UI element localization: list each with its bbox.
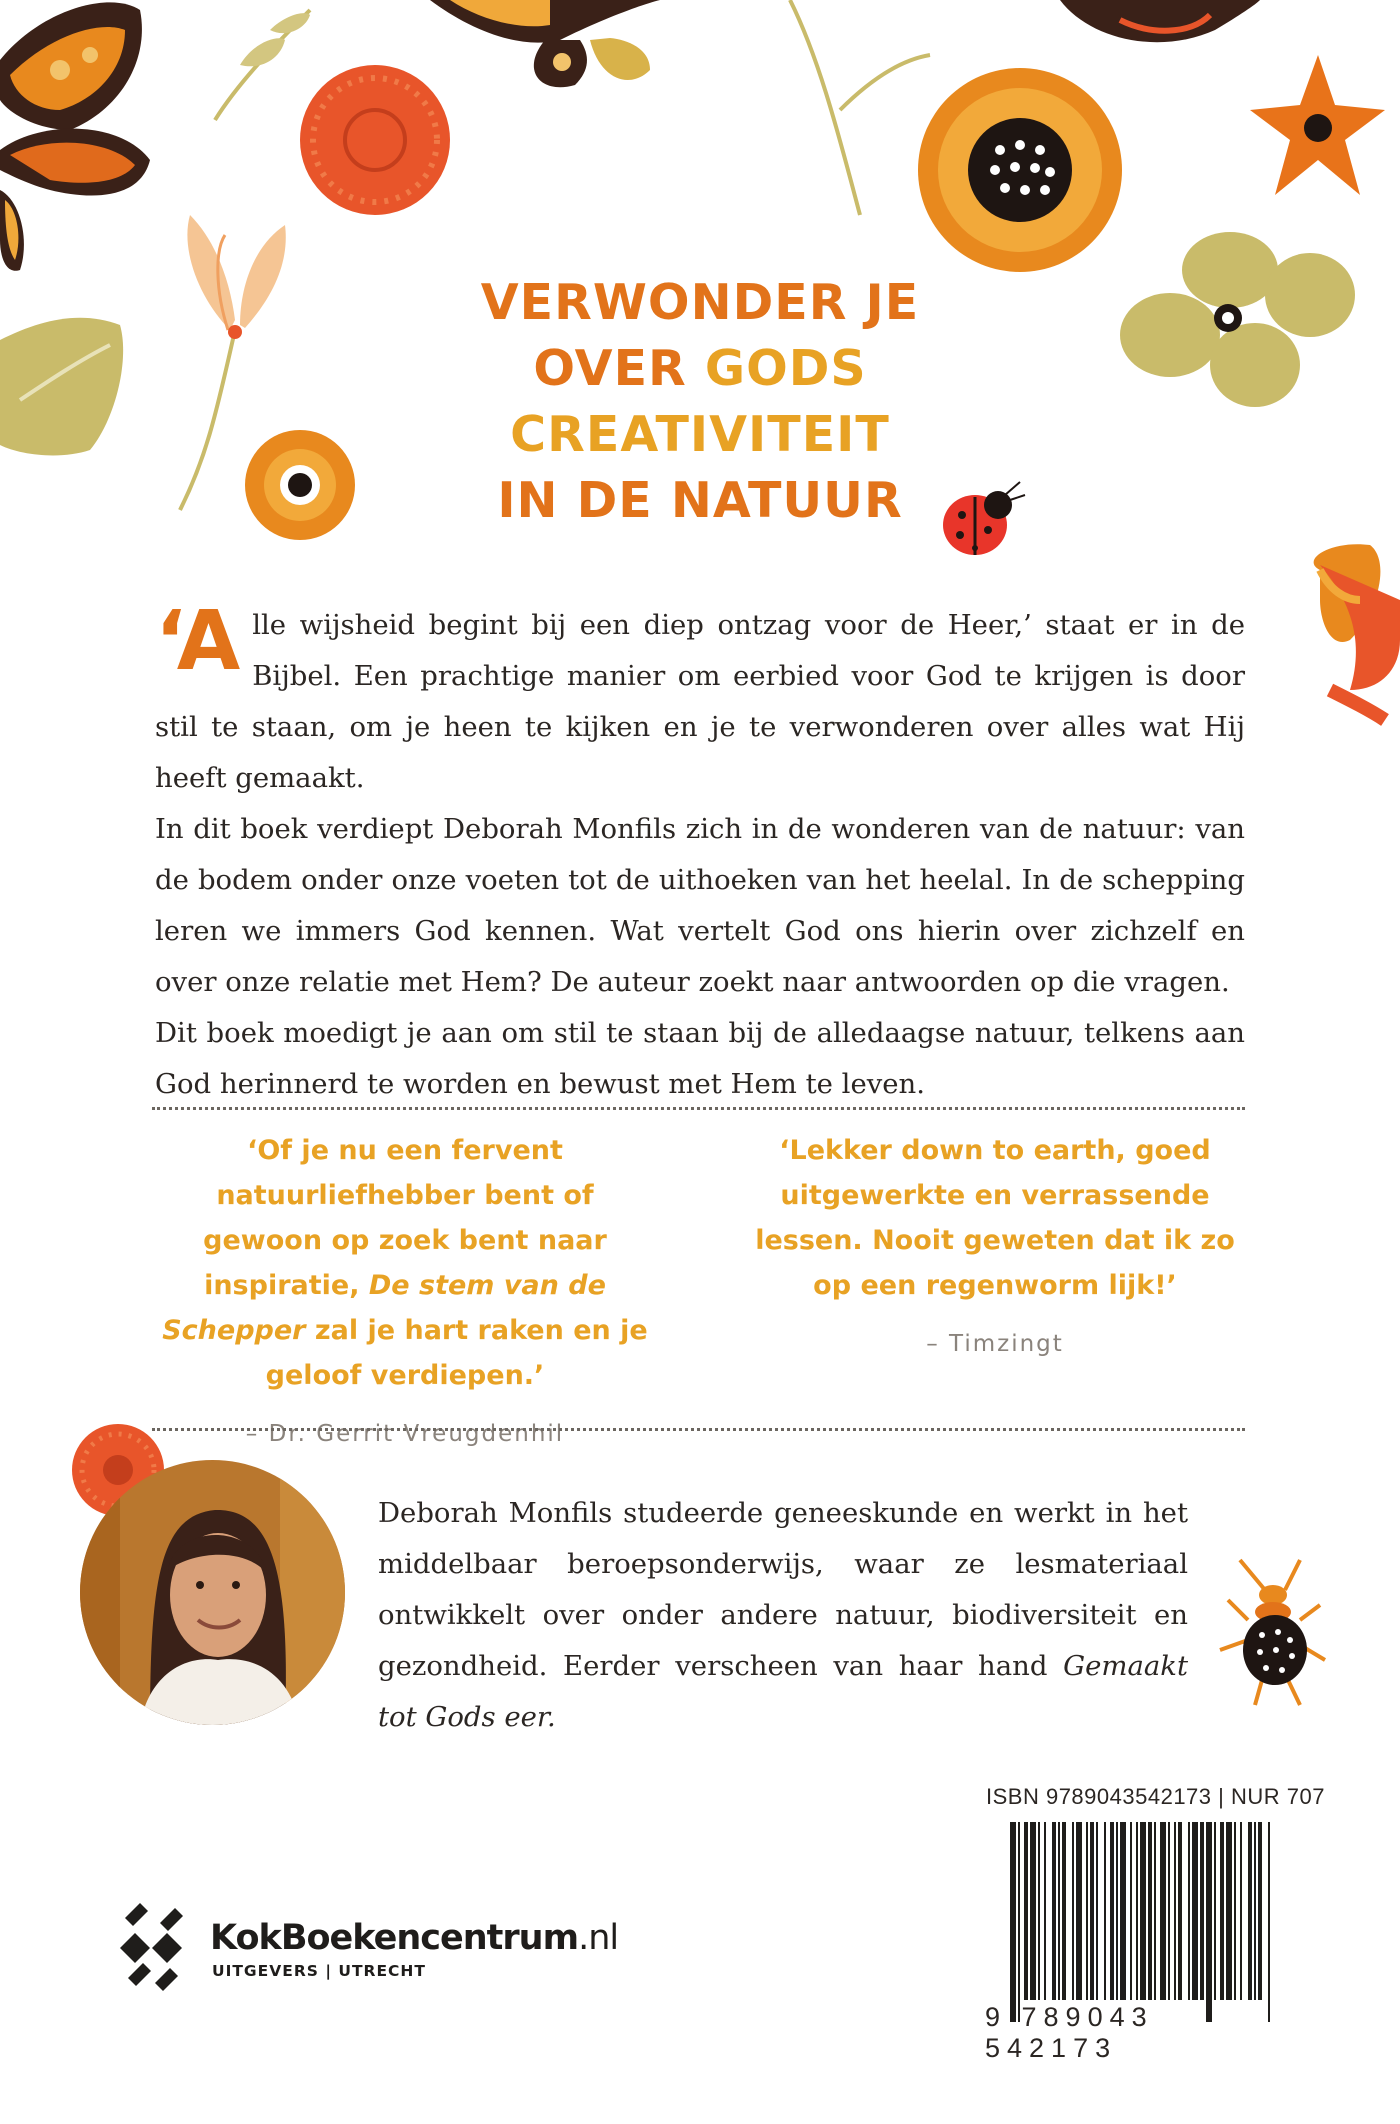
barcode-bar bbox=[1076, 1822, 1082, 2000]
bird-icon bbox=[1314, 544, 1400, 720]
barcode-bar bbox=[1110, 1822, 1114, 2000]
endorsement-left-attribution: – Dr. Gerrit Vreugdenhil bbox=[245, 1421, 565, 1447]
butterfly-icon bbox=[430, 0, 660, 87]
publisher-name-tld: .nl bbox=[578, 1918, 619, 1958]
barcode-bar bbox=[1052, 1822, 1056, 2000]
author-bio-text: Deborah Monfils studeerde geneeskunde en werkt in het middelbaar beroepsonderwijs, waar ze lesmateriaal ontwikkelt over onder andere natuur, biodiversiteit en gezondheid. Eerder verscheen van haar hand bbox=[378, 1497, 1188, 1682]
barcode-bar bbox=[1220, 1822, 1224, 2000]
barcode-bar bbox=[1188, 1822, 1190, 2000]
flower-icon bbox=[245, 430, 355, 540]
endorsement-left-part1: ‘Of je nu een fervent natuurliefhebber bent of gewoon op zoek bent naar inspiratie, bbox=[203, 1135, 607, 1301]
barcode-bar bbox=[1168, 1822, 1170, 2000]
blurb-paragraph-1 bbox=[155, 594, 1245, 804]
barcode-bar bbox=[1130, 1822, 1132, 2000]
barcode-bar bbox=[1104, 1822, 1106, 2000]
headline-line-1: VERWONDER JE bbox=[480, 274, 920, 331]
barcode-bar bbox=[1226, 1822, 1232, 2000]
blurb-text-1: lle wijsheid begint bij een diep ontzag voor de Heer,’ staat er in de Bijbel. Een prachtige manier om eerbied voor God te krijgen is door stil te staan, om je heen te kijken en je te verwonderen over alles wat Hij heeft gemaakt. bbox=[155, 609, 1245, 794]
endorsement-right-attribution: – Timzingt bbox=[926, 1331, 1064, 1357]
endorsement-left-text bbox=[155, 1128, 655, 1398]
barcode-bar bbox=[1160, 1822, 1166, 2000]
publisher-location: UITGEVERS | UTRECHT bbox=[212, 1962, 426, 1980]
publisher-logo-icon bbox=[120, 1903, 185, 1998]
endorsement-right-text: ‘Lekker down to earth, goed uitgewerkte en verrassende lessen. Nooit geweten dat ik zo op een regenworm lijk!’ bbox=[755, 1135, 1235, 1301]
barcode-digits: 9 789043 542173 bbox=[985, 2002, 1154, 2063]
author-bio bbox=[378, 1488, 1188, 1743]
endorsement-left-part2: zal je hart raken en je geloof verdiepen.’ bbox=[265, 1315, 648, 1391]
headline-line-2b: GODS bbox=[704, 340, 867, 397]
cover-headline bbox=[350, 270, 1050, 534]
endorsement-right bbox=[740, 1128, 1250, 1367]
barcode-bar bbox=[1072, 1822, 1074, 2000]
barcode-bar bbox=[1174, 1822, 1176, 2000]
leaf-icon bbox=[0, 318, 123, 456]
barcode-bar bbox=[1206, 1822, 1212, 2022]
barcode-bar bbox=[1010, 1822, 1016, 2022]
flower-icon bbox=[918, 68, 1122, 272]
blurb-paragraph-2: In dit boek verdiept Deborah Monfils zich in de wonderen van de natuur: van de bodem onder onze voeten tot de uithoeken van het heelal. In de schepping leren we immers God kennen. Wat vertelt God ons hierin over zichzelf en over onze relatie met Hem? De auteur zoekt naar antwoorden op die vragen. bbox=[155, 813, 1245, 998]
headline-line-2 bbox=[350, 336, 1050, 402]
barcode bbox=[1010, 1822, 1272, 2022]
headline-line-2a: OVER bbox=[533, 340, 705, 397]
divider bbox=[152, 1428, 1245, 1431]
barcode-bar bbox=[1154, 1822, 1156, 2000]
barcode-bar bbox=[1200, 1822, 1204, 2000]
barcode-bar bbox=[1254, 1822, 1256, 2000]
barcode-bar bbox=[1248, 1822, 1252, 2000]
barcode-bar bbox=[1140, 1822, 1146, 2000]
butterfly-icon bbox=[0, 2, 150, 270]
barcode-bar bbox=[1192, 1822, 1198, 2000]
barcode-bar bbox=[1148, 1822, 1152, 2000]
drop-cap: ‘A bbox=[155, 594, 241, 689]
headline-line-3: CREATIVITEIT bbox=[510, 406, 890, 463]
blurb-paragraph-3: Dit boek moedigt je aan om stil te staan bij de alledaagse natuur, telkens aan God herinnerd te worden en bewust met Hem te leven. bbox=[155, 1017, 1245, 1100]
barcode-bar bbox=[1018, 1822, 1020, 2022]
flower-icon bbox=[300, 65, 450, 215]
barcode-bar bbox=[1240, 1822, 1242, 2000]
barcode-bar bbox=[1062, 1822, 1066, 2000]
barcode-bar bbox=[1258, 1822, 1262, 2000]
barcode-bar bbox=[1120, 1822, 1126, 2000]
endorsement-left-title: De stem van de Schepper bbox=[162, 1270, 606, 1346]
flower-icon bbox=[1250, 55, 1385, 195]
author-bio-book: Gemaakt tot Gods eer. bbox=[378, 1650, 1188, 1733]
barcode-bar bbox=[1030, 1822, 1036, 2000]
barcode-bar bbox=[1268, 1822, 1270, 2022]
barcode-bar bbox=[1116, 1822, 1118, 2000]
barcode-bar bbox=[1136, 1822, 1138, 2000]
barcode-bar bbox=[1214, 1822, 1216, 2000]
barcode-bar bbox=[1058, 1822, 1060, 2000]
publisher-name-main: KokBoekencentrum bbox=[210, 1918, 579, 1958]
barcode-bar bbox=[1090, 1822, 1094, 2000]
divider bbox=[152, 1107, 1245, 1110]
beetle-icon bbox=[1220, 1560, 1325, 1705]
barcode-bar bbox=[1024, 1822, 1028, 2000]
barcode-bar bbox=[1038, 1822, 1040, 2000]
barcode-bar bbox=[1044, 1822, 1046, 2000]
barcode-bar bbox=[1234, 1822, 1236, 2000]
headline-line-4: IN DE NATUUR bbox=[497, 472, 903, 529]
barcode-bar bbox=[1096, 1822, 1098, 2000]
book-blurb bbox=[155, 594, 1245, 1110]
leaf-icon bbox=[1060, 0, 1260, 42]
author-photo bbox=[80, 1460, 345, 1725]
endorsement-left bbox=[155, 1128, 655, 1457]
barcode-bar bbox=[1086, 1822, 1088, 2000]
isbn-label: ISBN 9789043542173 | NUR 707 bbox=[986, 1784, 1325, 1809]
publisher-name bbox=[210, 1918, 618, 1958]
barcode-bar bbox=[1178, 1822, 1182, 2000]
